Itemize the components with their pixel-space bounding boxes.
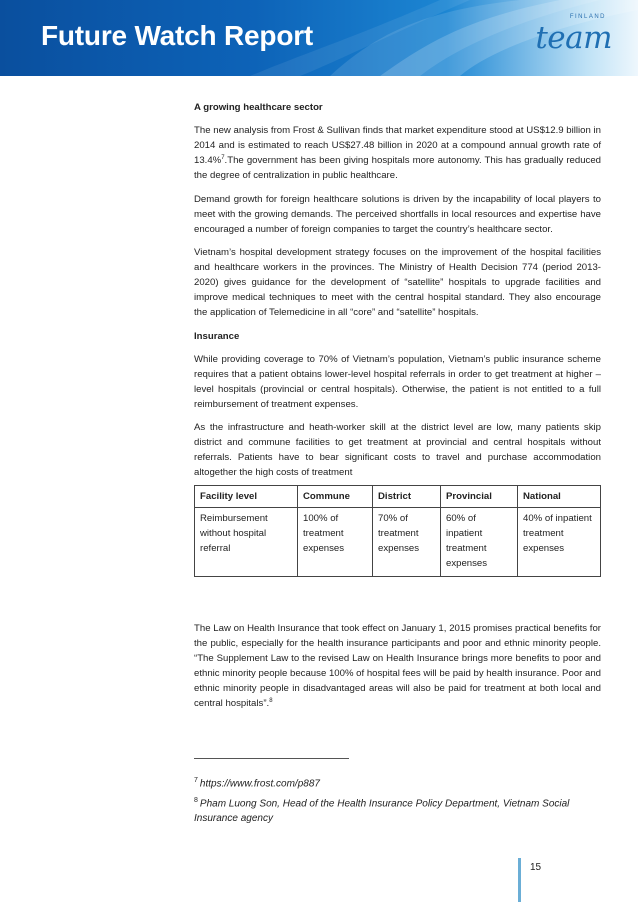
page-number: 15	[530, 862, 542, 873]
footnote-link[interactable]: https://www.frost.com/p887	[199, 778, 320, 790]
report-title: Future Watch Report	[41, 20, 314, 51]
footnote-item	[194, 774, 604, 791]
footnote-number: 8	[194, 797, 198, 805]
table-header-cell: Commune	[298, 486, 373, 508]
paragraph-hospital-strategy: Vietnam’s hospital development strategy focuses on the improvement of the hospital facilities and healthcare workers in the provinces. The Ministry of Health Decision 774 (period 2013-2020) gives guidance for the development of “satellite” hospitals to upgrade facilities and improve medical techniques to meet with the central hospital standard. They also encourage the application of Telemedicine in all “core” and “satellite” hospitals.	[194, 247, 601, 318]
table-row	[195, 508, 601, 577]
paragraph-demand-growth: Demand growth for foreign healthcare solutions is driven by the incapability of local players to meet with the growing demands. The perceived shortfalls in local resources and expertise have encouraged a number of foreign companies to target the country’s healthcare sector.	[194, 193, 601, 235]
reimbursement-table-wrapper	[194, 485, 601, 621]
table-header-cell: Provincial	[441, 486, 518, 508]
table-cell: Reimbursement without hospital referral	[195, 508, 298, 577]
table-header-row	[195, 486, 601, 508]
table-cell: 70% of treatment expenses	[373, 508, 441, 577]
footnote-text: Pham Luong Son, Head of the Health Insurance Policy Department, Vietnam Social Insurance agency	[194, 798, 570, 824]
section-heading-healthcare: A growing healthcare sector	[194, 102, 323, 113]
footnote-divider	[194, 758, 349, 759]
footnote-item	[194, 794, 604, 825]
paragraph-district-skip: As the infrastructure and heath-worker skill at the district level are low, many patients skip district and commune facilities to get treatment at provincial and central hospitals without referrals. Patients have to bear significant costs to travel and purchase accommodation altogether the high costs of treatment	[194, 422, 601, 478]
table-cell: 40% of inpatient treatment expenses	[518, 508, 601, 577]
footnote-ref-8[interactable]: 8	[269, 697, 273, 704]
reimbursement-table	[194, 485, 601, 577]
table-cell: 100% of treatment expenses	[298, 508, 373, 577]
page-number-accent	[518, 858, 521, 902]
table-header-cell: National	[518, 486, 601, 508]
report-header-banner	[0, 0, 638, 76]
paragraph-health-insurance-law	[194, 621, 601, 711]
team-finland-logo	[522, 14, 612, 66]
table-header-cell: District	[373, 486, 441, 508]
paragraph-text: .The government has been giving hospitals more autonomy. This has gradually reduced the degree of centralization in public healthcare.	[194, 155, 601, 181]
logo-country-label: FINLAND	[569, 14, 606, 20]
paragraph-text: The new analysis from Frost & Sullivan finds that market expenditure stood at US$12.9 billion in 2014 and is estimated to reach US$27.48 billion in 2020 at a compound annual growth rate of 13.4%	[194, 125, 601, 166]
logo-wordmark: team	[535, 20, 612, 56]
footnote-number: 7	[194, 777, 198, 784]
table-header-cell: Facility level	[195, 486, 298, 508]
paragraph-market-expenditure	[194, 123, 601, 183]
footnotes	[194, 774, 604, 829]
paragraph-text: The Law on Health Insurance that took effect on January 1, 2015 promises practical benefits for the public, especially for the health insurance participants and poor and ethnic minority people. “The Supplement Law to the revised Law on Health Insurance brings more benefits to poor and ethnic minority people because 100% of hospital fees will be paid by health insurance. Poor and ethnic minority people in disadvantaged areas will also be paid for treatment at both local and central hospitals”.	[194, 623, 601, 709]
paragraph-insurance-coverage: While providing coverage to 70% of Vietnam’s population, Vietnam’s public insurance scheme requires that a patient obtains lower-level hospital referrals in order to get treatment at higher – level hospitals (provincial or central hospitals). Otherwise, the patient is not entitled to a full reimbursement of treatment expenses.	[194, 353, 601, 410]
section-heading-insurance: Insurance	[194, 330, 240, 342]
footnote-ref-7[interactable]: 7	[221, 154, 225, 161]
page-content	[194, 100, 601, 720]
table-cell: 60% of inpatient treatment expenses	[441, 508, 518, 577]
